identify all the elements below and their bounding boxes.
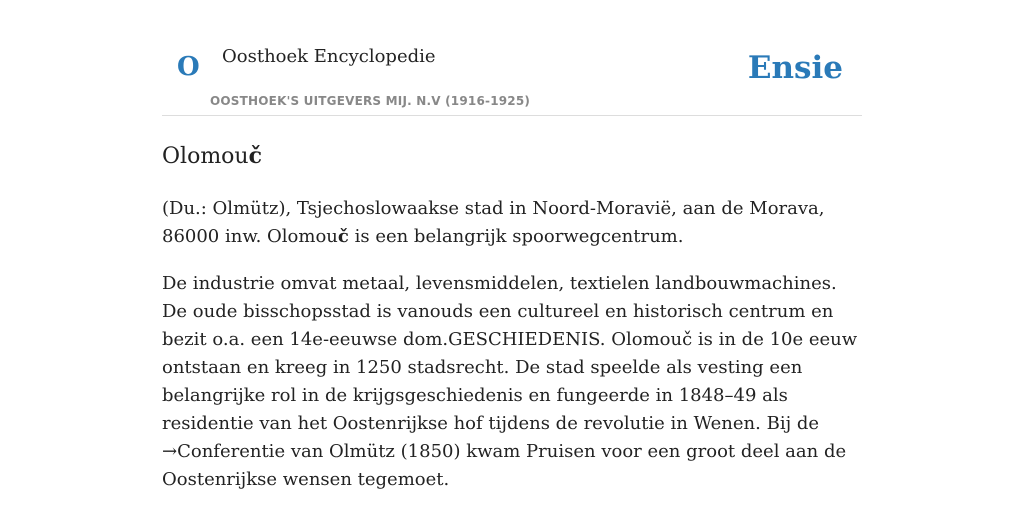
body-text-a: De industrie omvat metaal, levensmiddelen, textielen landbouwmachines. De oude bisschopsstad is vanouds een cultureel en historisch centrum en bezit o.a. een 14e-eeuwse dom.GESCHIEDENIS. Olomouč is in de 10e eeuw ontstaan en kreeg in 1250 stadsrecht. De stad speelde als vesting een belangrijke rol in de krijgsgeschiedenis en fungeerde in 1848–49 als residentie van het Oostenrijkse hof tijdens de revolutie in Wenen. Bij de xyxy=(162,273,858,434)
conferentie-van-olmutz-link[interactable]: →Conferentie van Olmütz xyxy=(162,441,395,462)
intro-text-a: (Du.: Olmütz), Tsjechoslowaakse stad in Noord-Moravië, aan de Morava, 86000 inw. Olomou xyxy=(162,198,825,247)
ensie-brand-link[interactable]: Ensie xyxy=(747,50,843,86)
entry-title-text: Olomou xyxy=(162,144,249,169)
entry-title-accent: č xyxy=(248,143,262,169)
site-logo[interactable]: O xyxy=(177,52,200,82)
entry-paragraph-body xyxy=(162,270,862,494)
encyclopedia-page xyxy=(162,0,862,494)
entry-paragraph-intro xyxy=(162,195,862,251)
site-title-link[interactable]: Oosthoek Encyclopedie xyxy=(222,46,436,67)
intro-text-b: is een belangrijk spoorwegcentrum. xyxy=(348,226,684,247)
intro-text-bold: č xyxy=(337,226,349,247)
body-text-b: (1850) kwam Pruisen voor een groot deel aan de Oostenrijkse wensen tegemoet. xyxy=(162,441,847,490)
publisher-subtitle: OOSTHOEK'S UITGEVERS MIJ. N.V (1916-1925) xyxy=(210,94,531,108)
entry-title xyxy=(162,140,862,173)
site-header xyxy=(162,0,862,116)
